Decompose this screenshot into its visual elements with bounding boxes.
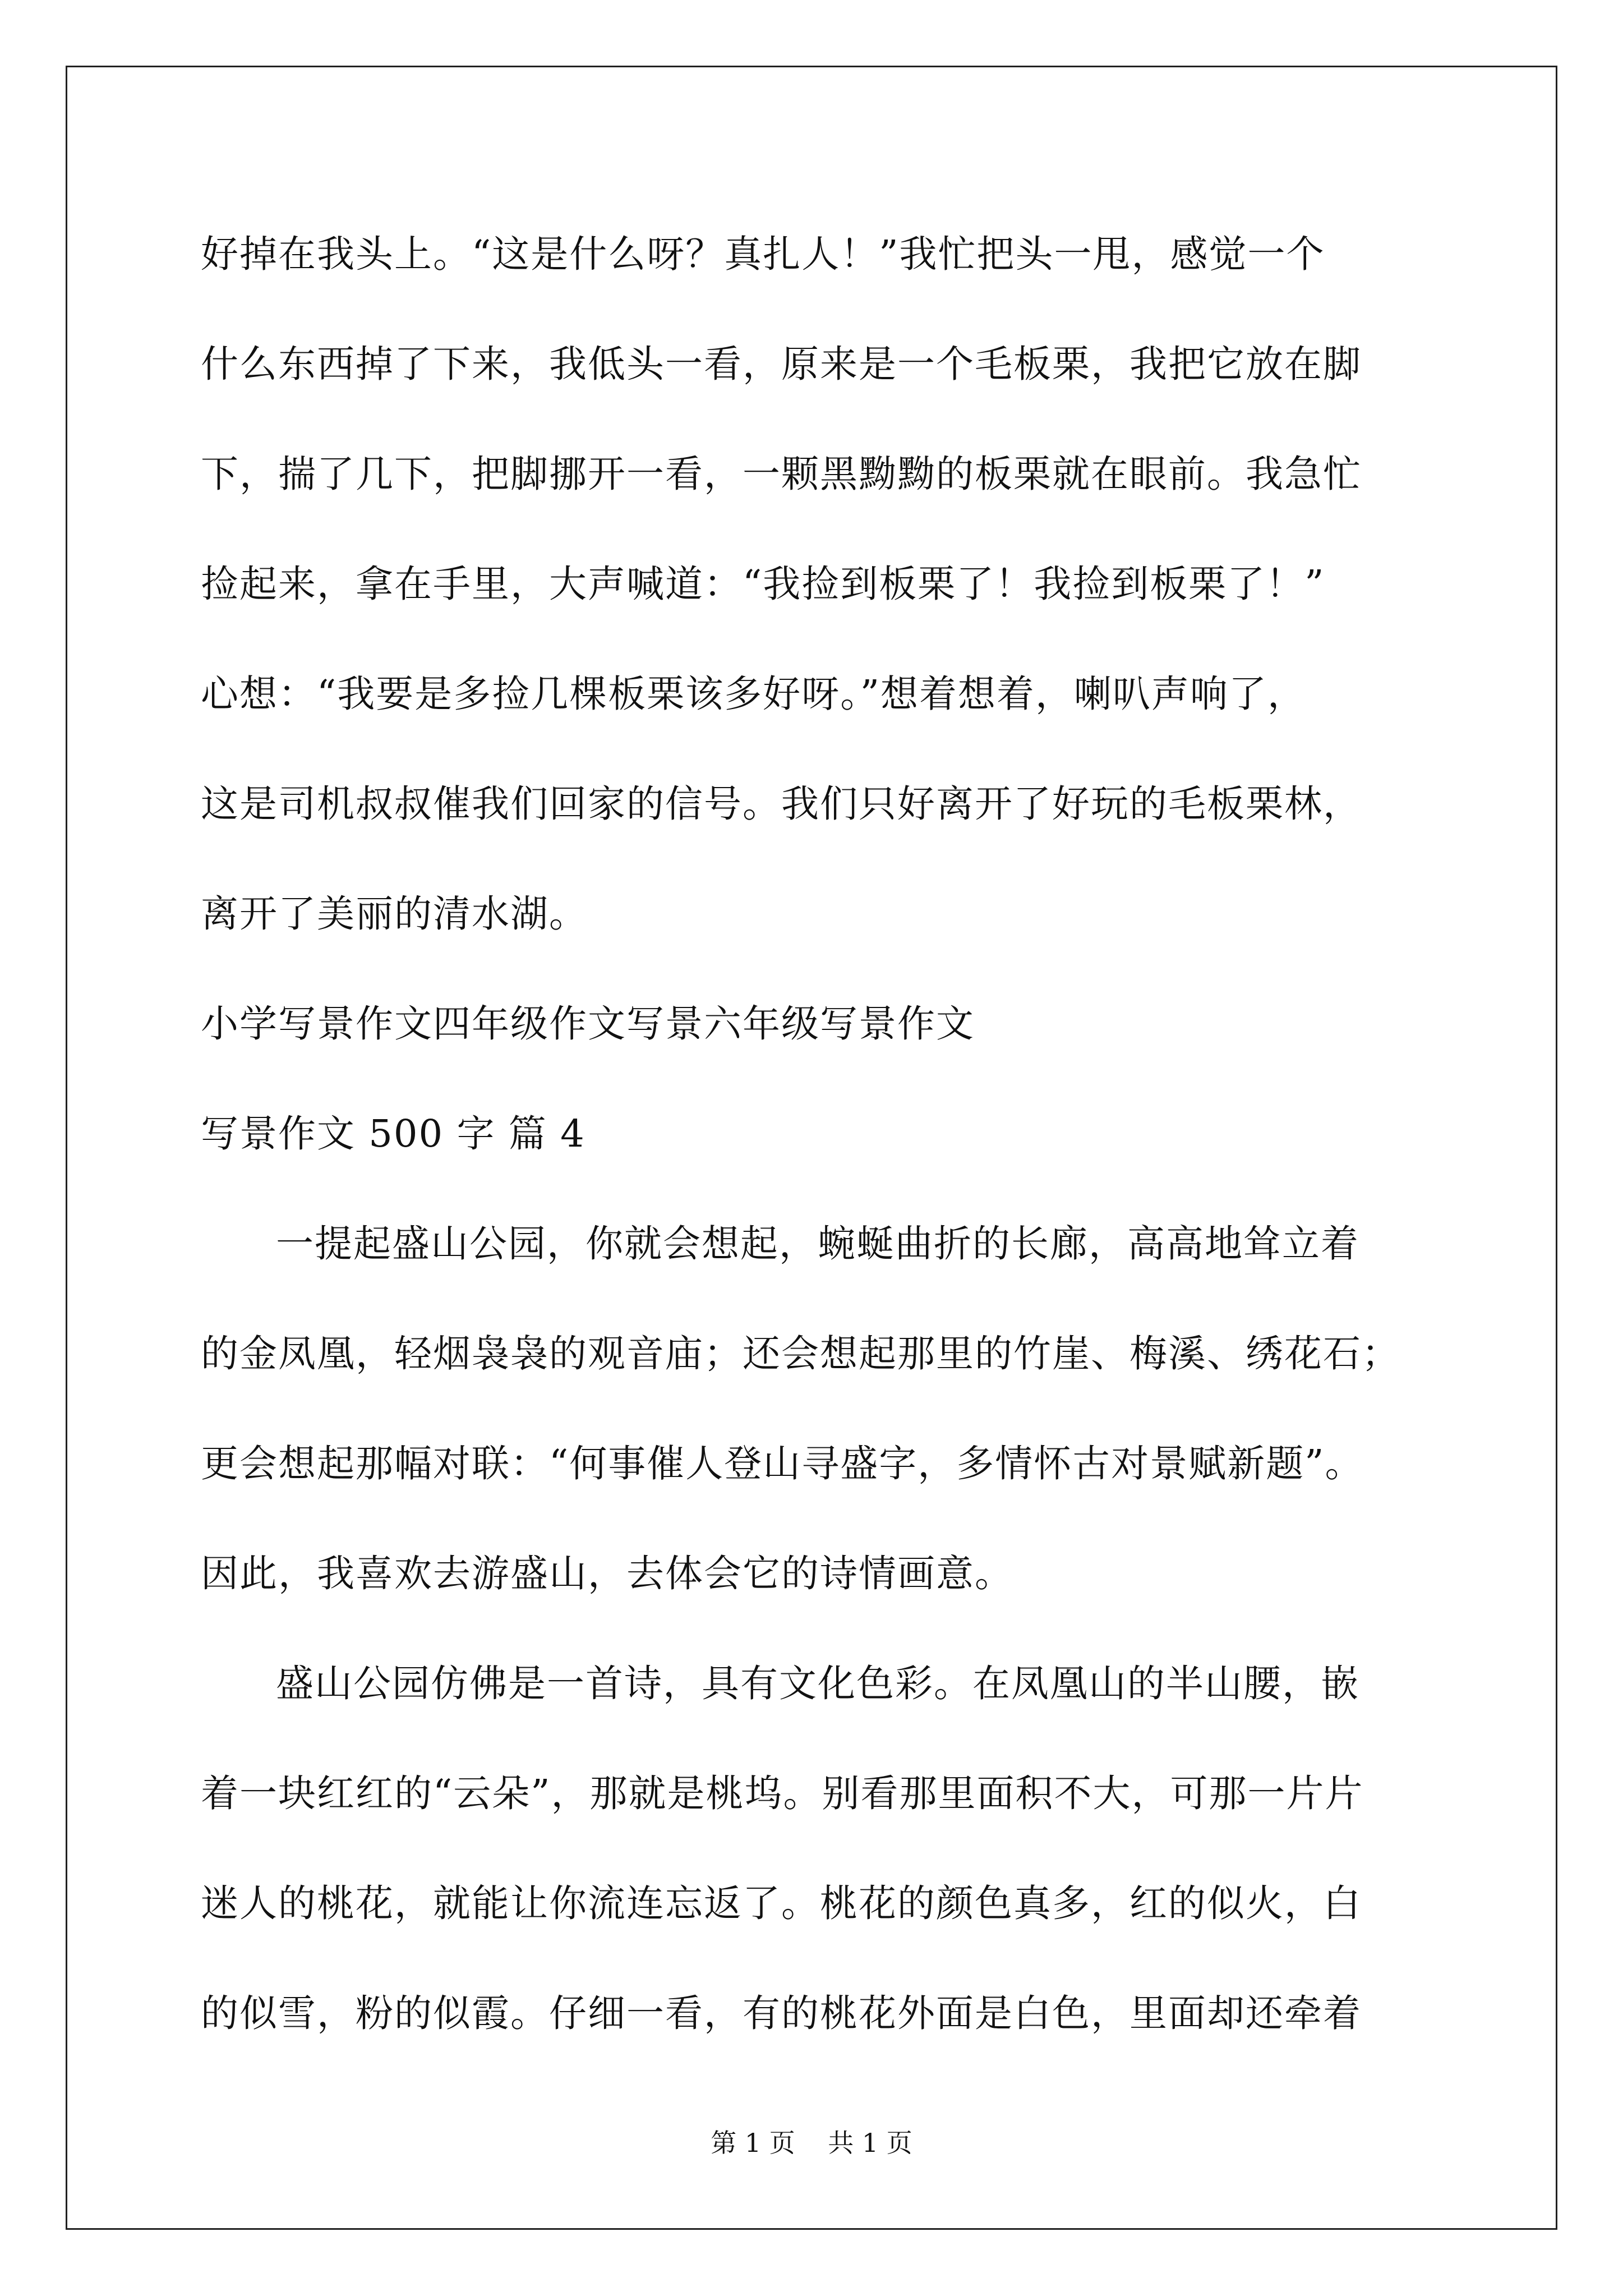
text-line: 更会想起那幅对联：“何事催人登山寻盛字，多情怀古对景赋新题”。: [201, 1442, 1364, 1485]
text-line: 迷人的桃花，就能让你流连忘返了。桃花的颜色真多，红的似火，白: [201, 1881, 1362, 1925]
paragraph-start: 盛山公园仿佛是一首诗，具有文化色彩。在凤凰山的半山腰，嵌: [276, 1662, 1359, 1705]
text-line: 的似雪，粉的似霞。仔细一看，有的桃花外面是白色，里面却还牵着: [201, 1991, 1362, 2035]
text-line: 捡起来，拿在手里，大声喊道：“我捡到板栗了！我捡到板栗了！”: [201, 562, 1325, 606]
text-line: 什么东西掉了下来，我低头一看，原来是一个毛板栗，我把它放在脚: [201, 342, 1362, 386]
text-line: 下，揣了几下，把脚挪开一看，一颗黑黝黝的板栗就在眼前。我急忙: [201, 452, 1362, 496]
text-line: 这是司机叔叔催我们回家的信号。我们只好离开了好玩的毛板栗林，: [201, 782, 1362, 826]
page-number-footer: 第 1 页 共 1 页: [711, 2128, 912, 2158]
text-line: 着一块红红的“云朵”，那就是桃坞。别看那里面积不大，可那一片片: [201, 1772, 1364, 1815]
text-line: 心想：“我要是多捡几棵板栗该多好呀。”想着想着，喇叭声响了，: [201, 672, 1307, 716]
paragraph-start: 一提起盛山公园，你就会想起，蜿蜒曲折的长廊，高高地耸立着: [276, 1222, 1359, 1266]
text-line: 好掉在我头上。“这是什么呀？真扎人！”我忙把头一甩，感觉一个: [201, 232, 1325, 276]
section-heading: 写景作文 500 字 篇 4: [201, 1112, 585, 1156]
text-line: 的金凤凰，轻烟袅袅的观音庙；还会想起那里的竹崖、梅溪、绣花石；: [201, 1332, 1400, 1375]
text-line: 因此，我喜欢去游盛山，去体会它的诗情画意。: [201, 1552, 1013, 1595]
text-line: 离开了美丽的清水湖。: [201, 892, 588, 936]
document-body: [201, 199, 1435, 2068]
tags-line: 小学写景作文四年级作文写景六年级写景作文: [201, 1002, 975, 1046]
